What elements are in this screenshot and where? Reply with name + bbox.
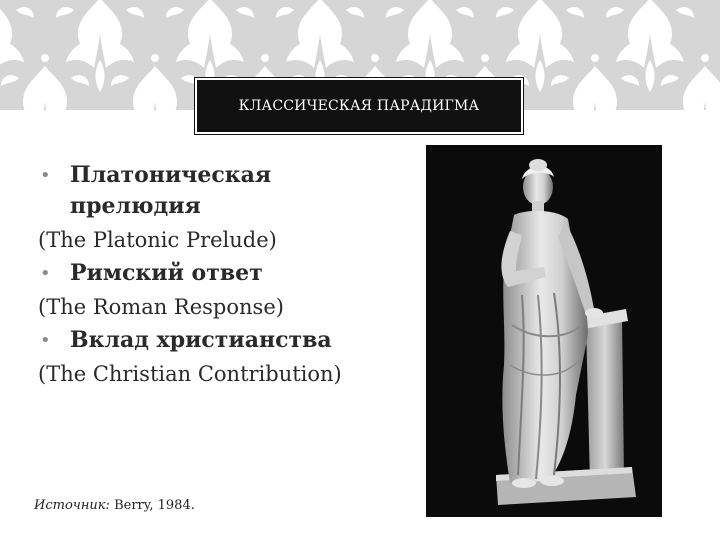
item-ru-text: Вклад христианства — [70, 327, 332, 353]
item-en-text: (The Roman Response) — [38, 295, 284, 319]
item-ru-text: Римский ответ — [70, 260, 263, 286]
list-item — [40, 325, 425, 356]
source-label: Источник: — [34, 498, 110, 513]
item-en-text: (The Christian Contribution) — [38, 362, 342, 386]
classical-marble-statue-icon — [426, 145, 662, 517]
list-item — [40, 160, 425, 191]
item-ru-continuation: прелюдия — [70, 193, 201, 219]
content-list — [40, 160, 425, 392]
item-ru-text: Платоническая — [70, 162, 272, 188]
title-box — [195, 78, 523, 134]
source-citation — [34, 498, 195, 513]
bullet-icon: • — [40, 165, 51, 186]
bullet-icon: • — [40, 330, 51, 351]
list-item — [40, 258, 425, 289]
item-en-text: (The Platonic Prelude) — [38, 228, 277, 252]
statue-photo — [426, 145, 662, 517]
slide-title: КЛАССИЧЕСКАЯ ПАРАДИГМА — [238, 98, 480, 114]
source-value: Berry, 1984. — [109, 498, 195, 513]
bullet-icon: • — [40, 263, 51, 284]
